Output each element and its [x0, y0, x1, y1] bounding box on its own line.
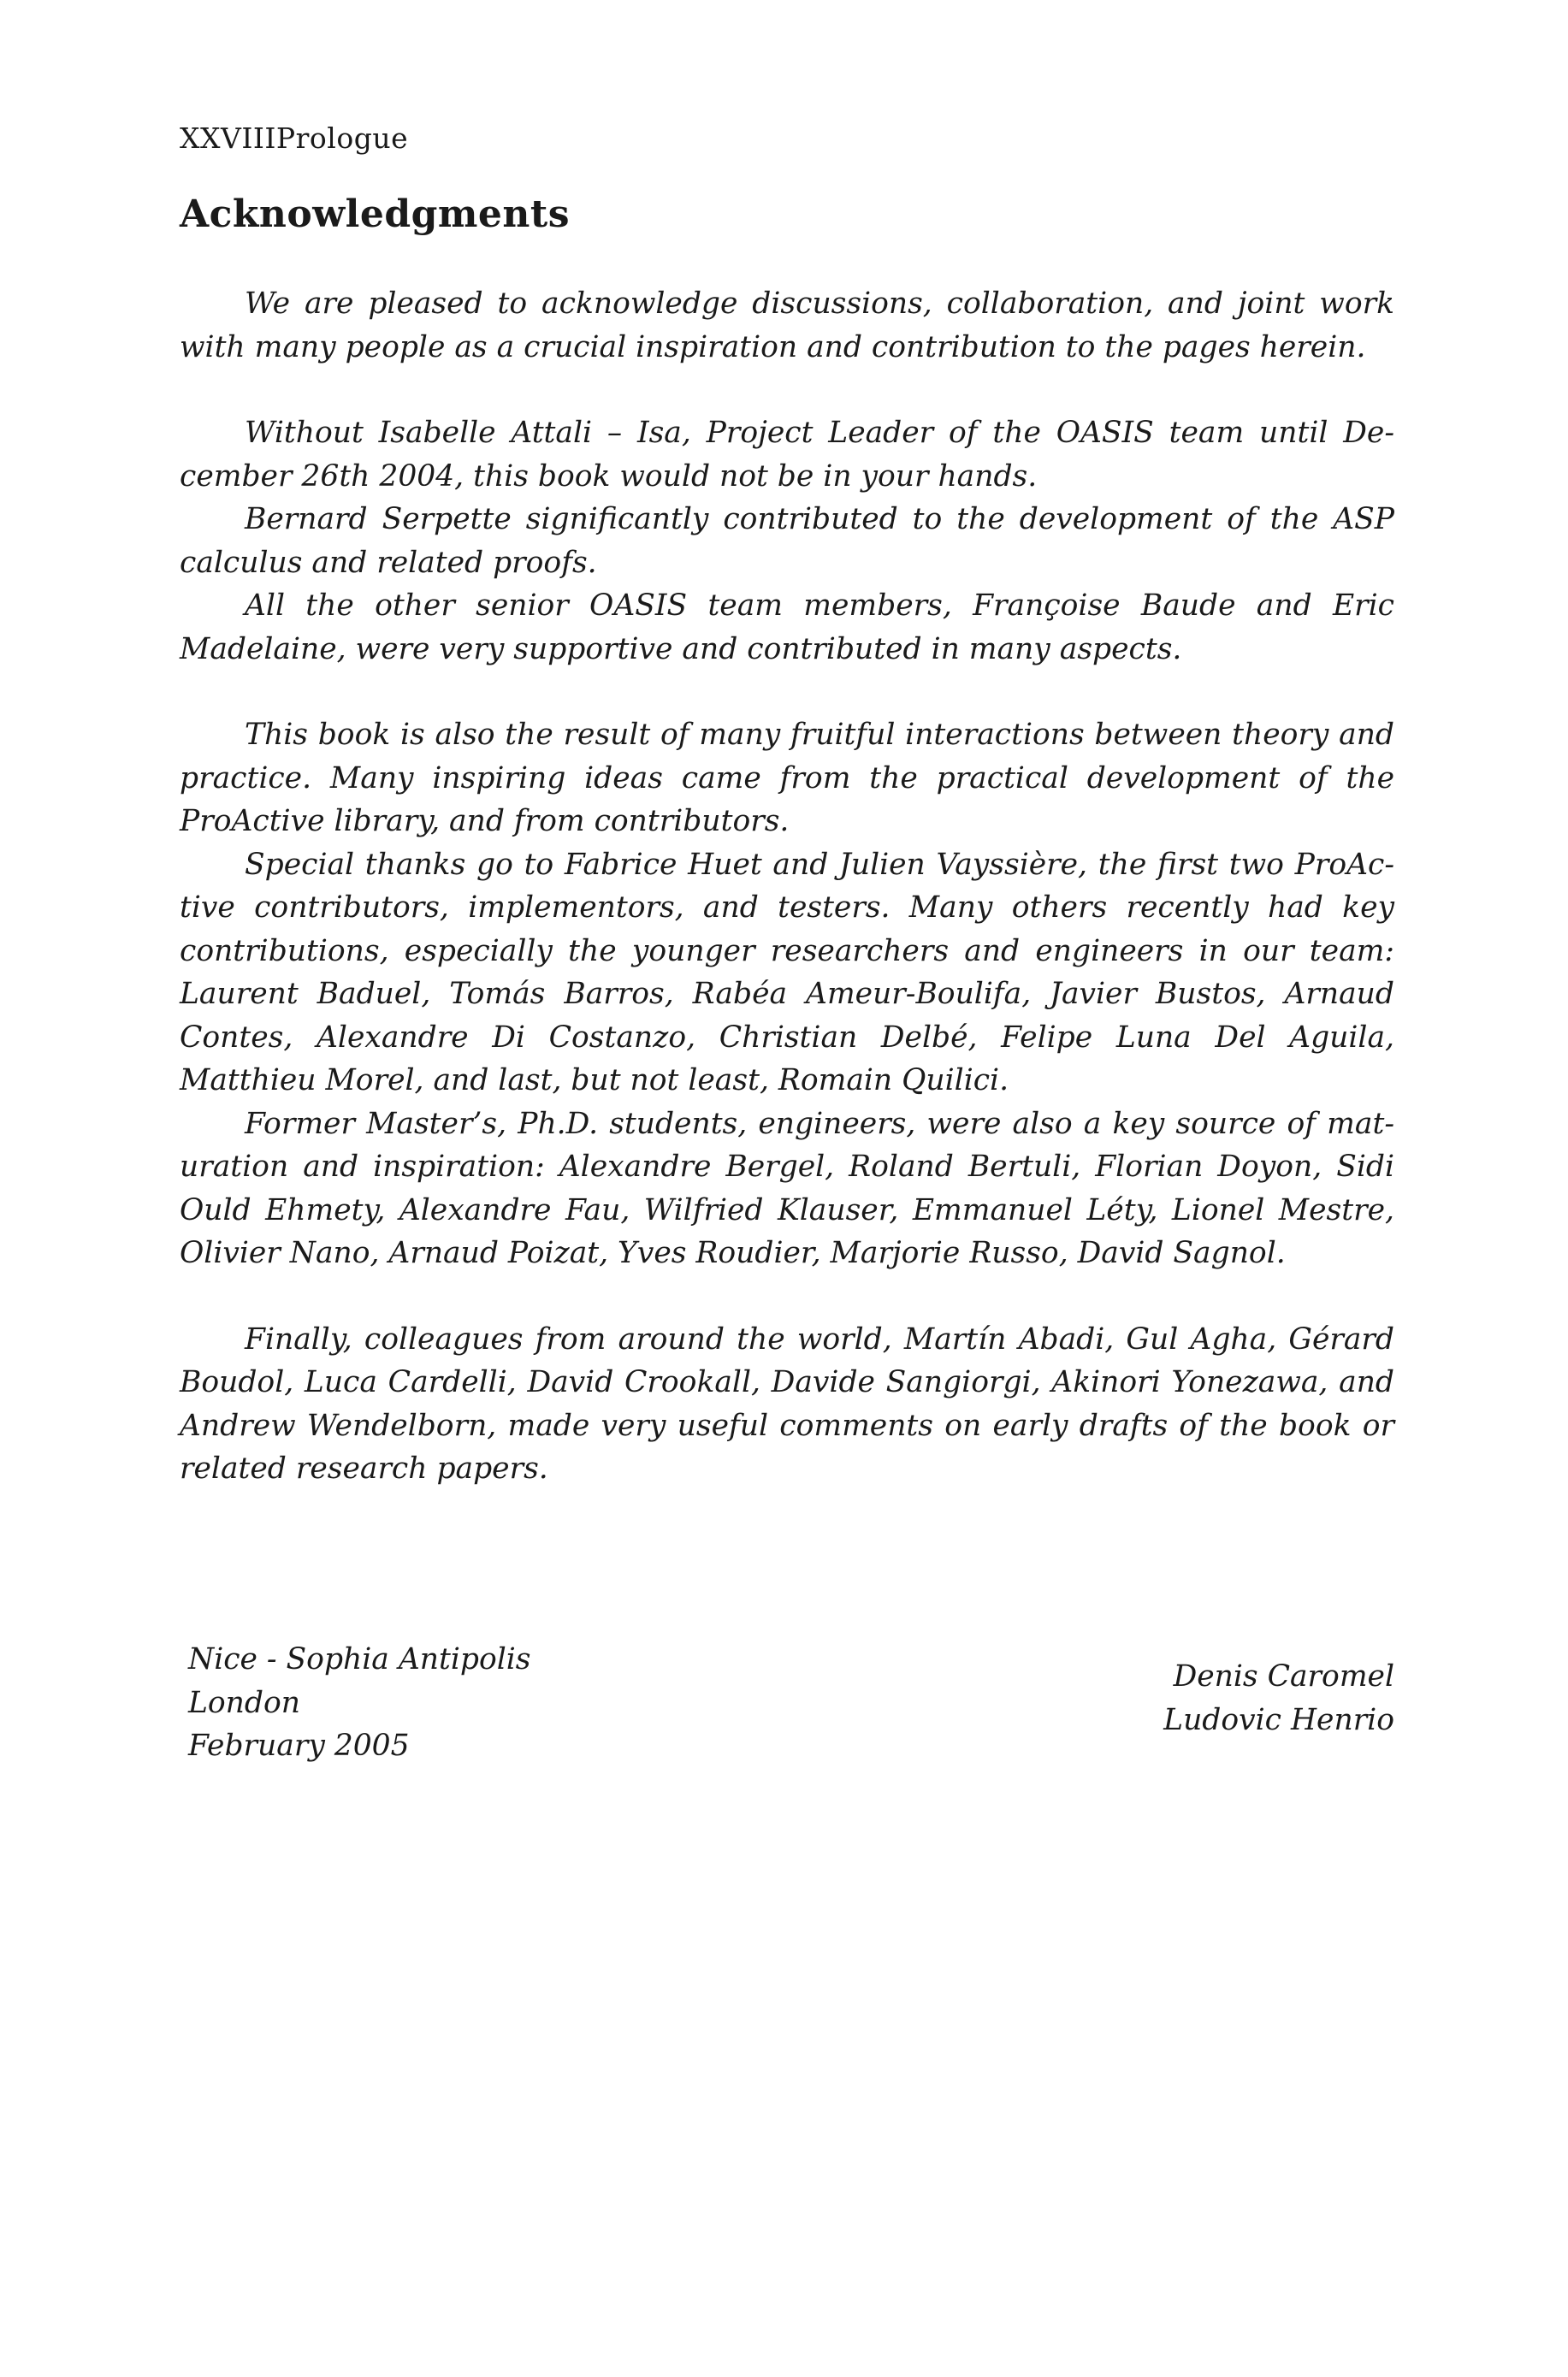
section-heading: Acknowledgments [180, 192, 571, 236]
paragraph-attali: Without Isabelle Attali – Isa, Project Leader of the OASIS team until December 26th 2004, this book would not be in your hands. [180, 416, 1394, 494]
author-name: Denis Caromel [1173, 1659, 1394, 1694]
running-head: XXVIIIPrologue [180, 121, 409, 155]
paragraph-serpette: Bernard Serpette significantly contributed to the development of the ASP calculus and related proofs. [180, 502, 1394, 580]
place-and-date [188, 1638, 531, 1768]
paragraph-special-thanks: Special thanks go to Fabrice Huet and Julien Vayssière, the first two ProActive contributors, implementors, and testers. Many others recently had key contributions, especially the younger researchers and engineers in our team: Laurent Baduel, Tomás Barros, Rabéa Ameur-Boulifa, Javier Bustos, Arnaud Contes, Alexandre Di Costanzo, Christian Delbé, Felipe Luna Del Aguila, Matthieu Morel, and last, but not least, Romain Quilici. [180, 847, 1394, 1097]
paragraph-gap [180, 671, 1394, 713]
paragraph-former-students: Former Master’s, Ph.D. students, engineers, were also a key source of maturation and inspiration: Alexandre Bergel, Roland Bertuli, Florian Doyon, Sidi Ould Ehmety, Alexandre Fau, Wilfried Klauser, Emmanuel Léty, Lionel Mestre, Olivier Nano, Arnaud Poizat, Yves Roudier, Marjorie Russo, David Sagnol. [180, 1106, 1394, 1270]
paragraph-colleagues: Finally, colleagues from around the world, Martín Abadi, Gul Agha, Gérard Boudol, Luca Cardelli, David Crookall, Davide Sangiorgi, Akinori Yonezawa, and Andrew Wendelborn, made very useful comments on early drafts of the book or related research papers. [180, 1322, 1394, 1486]
paragraph-senior-members: All the other senior OASIS team members, Françoise Baude and Eric Madelaine, were very supportive and contributed in many aspects. [180, 588, 1394, 666]
paragraph-gap [180, 369, 1394, 411]
paragraph-intro: We are pleased to acknowledge discussions, collaboration, and joint work with many people as a crucial inspiration and contribution to the pages herein. [180, 287, 1394, 364]
place-line: London [188, 1685, 300, 1720]
paragraph-theory-practice: This book is also the result of many fruitful interactions between theory and practice. Many inspiring ideas came from the practical development of the ProActive library, and from contributors. [180, 718, 1394, 838]
date-line: February 2005 [188, 1729, 410, 1763]
author-name: Ludovic Henrio [1163, 1702, 1394, 1737]
acknowledgments-body [180, 282, 1394, 1491]
paragraph-gap [180, 1275, 1394, 1318]
authors [1163, 1655, 1394, 1741]
place-line: Nice - Sophia Antipolis [188, 1642, 531, 1676]
